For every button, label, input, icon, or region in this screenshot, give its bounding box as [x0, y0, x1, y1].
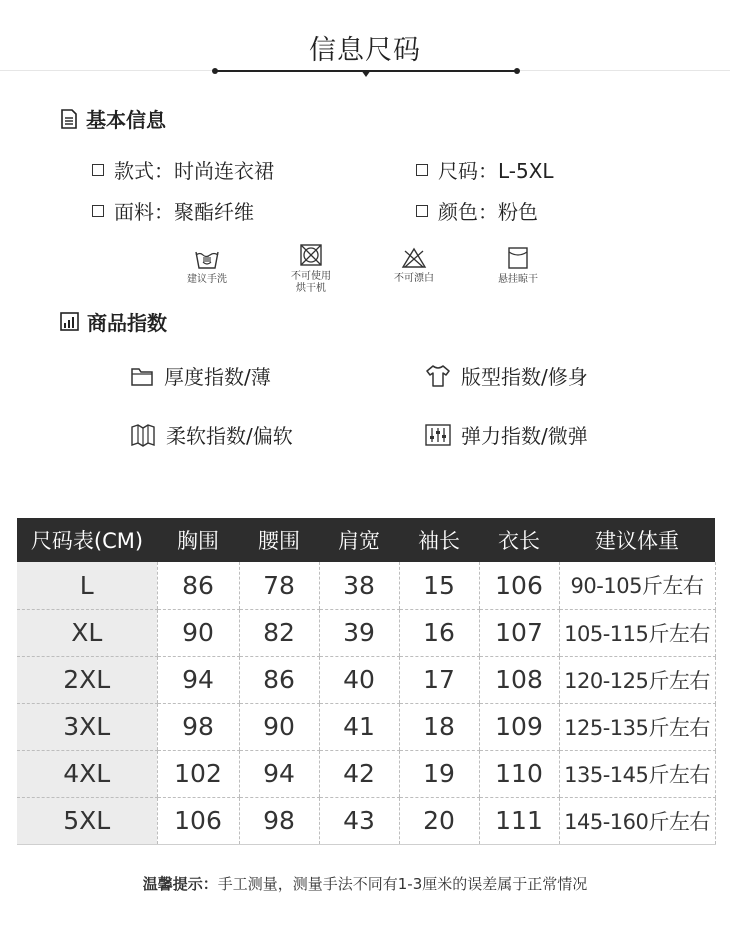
- care-label: 不可漂白: [394, 273, 434, 284]
- index-label: 版型指数/修身: [461, 365, 588, 389]
- waist-cell: 78: [239, 562, 319, 609]
- sleeve-cell: 19: [399, 750, 479, 797]
- index-elasticity: [425, 420, 588, 449]
- fabric-icon: [130, 423, 156, 447]
- sleeve-cell: 18: [399, 703, 479, 750]
- weight-cell: 135-145斤左右: [559, 750, 715, 797]
- info-label: 颜色：粉色: [438, 200, 538, 224]
- header-length: 衣长: [479, 518, 559, 562]
- no-bleach-icon: [401, 247, 427, 269]
- size-table: [17, 518, 716, 845]
- header-waist: 腰围: [239, 518, 319, 562]
- header-weight: 建议体重: [559, 518, 715, 562]
- bust-cell: 102: [157, 750, 239, 797]
- waist-cell: 82: [239, 609, 319, 656]
- index-label: 厚度指数/薄: [164, 365, 271, 389]
- care-hand-wash: [167, 246, 247, 286]
- weight-cell: 90-105斤左右: [559, 562, 715, 609]
- checkbox-icon: [416, 164, 428, 176]
- weight-cell: 125-135斤左右: [559, 703, 715, 750]
- measurement-note: [0, 873, 730, 894]
- note-prefix: 温馨提示：: [142, 875, 218, 893]
- index-fit: [425, 361, 588, 390]
- waist-cell: 94: [239, 750, 319, 797]
- bust-cell: 106: [157, 797, 239, 844]
- length-cell: 110: [479, 750, 559, 797]
- length-cell: 107: [479, 609, 559, 656]
- waist-cell: 90: [239, 703, 319, 750]
- shoulder-cell: 40: [319, 656, 399, 703]
- index-label: 弹力指数/微弹: [461, 424, 588, 448]
- bust-cell: 90: [157, 609, 239, 656]
- size-cell: 3XL: [17, 703, 157, 750]
- checkbox-icon: [416, 205, 428, 217]
- header-size: 尺码表(CM): [17, 518, 157, 562]
- weight-cell: 120-125斤左右: [559, 656, 715, 703]
- underline-triangle: [361, 70, 371, 77]
- product-index-heading: [60, 307, 167, 336]
- basic-info-title: 基本信息: [86, 108, 166, 132]
- checkbox-icon: [92, 164, 104, 176]
- info-style: [92, 155, 274, 184]
- size-cell: 5XL: [17, 797, 157, 844]
- size-cell: 4XL: [17, 750, 157, 797]
- info-label: 面料：聚酯纤维: [114, 200, 254, 224]
- size-cell: XL: [17, 609, 157, 656]
- page-title: 信息尺码: [309, 35, 421, 66]
- bust-cell: 94: [157, 656, 239, 703]
- table-row: [17, 562, 715, 609]
- info-size: [416, 155, 554, 184]
- header-sleeve: 袖长: [399, 518, 479, 562]
- length-cell: 109: [479, 703, 559, 750]
- table-row: [17, 703, 715, 750]
- sliders-icon: [425, 424, 451, 446]
- index-softness: [130, 420, 293, 449]
- size-table-header: [17, 518, 715, 562]
- bar-chart-icon: [60, 312, 79, 331]
- sleeve-cell: 15: [399, 562, 479, 609]
- index-label: 柔软指数/偏软: [166, 424, 293, 448]
- underline-dot-left: [212, 68, 218, 74]
- hand-wash-icon: [194, 246, 220, 270]
- sleeve-cell: 16: [399, 609, 479, 656]
- tshirt-icon: [425, 364, 451, 388]
- care-label: 悬挂晾干: [498, 274, 538, 285]
- info-color: [416, 196, 538, 225]
- weight-cell: 145-160斤左右: [559, 797, 715, 844]
- checkbox-icon: [92, 205, 104, 217]
- line-dry-icon: [506, 246, 530, 270]
- care-label: 不可使用 烘干机: [291, 271, 331, 294]
- table-row: [17, 797, 715, 844]
- header-shoulder: 肩宽: [319, 518, 399, 562]
- length-cell: 111: [479, 797, 559, 844]
- care-label: 建议手洗: [187, 274, 227, 285]
- sleeve-cell: 20: [399, 797, 479, 844]
- no-tumble-dry-icon: [299, 243, 323, 267]
- care-no-tumble-dry: [271, 243, 351, 295]
- underline-dot-right: [514, 68, 520, 74]
- index-thickness: [130, 361, 271, 390]
- shoulder-cell: 41: [319, 703, 399, 750]
- size-cell: L: [17, 562, 157, 609]
- table-row: [17, 750, 715, 797]
- table-row: [17, 656, 715, 703]
- shoulder-cell: 42: [319, 750, 399, 797]
- length-cell: 106: [479, 562, 559, 609]
- care-no-bleach: [374, 247, 454, 285]
- product-index-title: 商品指数: [87, 311, 167, 335]
- folder-icon: [130, 365, 154, 387]
- shoulder-cell: 38: [319, 562, 399, 609]
- title-underline: [214, 70, 518, 72]
- info-label: 款式：时尚连衣裙: [114, 159, 274, 183]
- info-fabric: [92, 196, 254, 225]
- bust-cell: 86: [157, 562, 239, 609]
- waist-cell: 98: [239, 797, 319, 844]
- basic-info-heading: [60, 104, 166, 133]
- table-row: [17, 609, 715, 656]
- weight-cell: 105-115斤左右: [559, 609, 715, 656]
- shoulder-cell: 39: [319, 609, 399, 656]
- shoulder-cell: 43: [319, 797, 399, 844]
- sleeve-cell: 17: [399, 656, 479, 703]
- bust-cell: 98: [157, 703, 239, 750]
- care-line-dry: [478, 246, 558, 286]
- size-cell: 2XL: [17, 656, 157, 703]
- note-text: 手工测量，测量手法不同有1-3厘米的误差属于正常情况: [217, 875, 588, 893]
- header-bust: 胸围: [157, 518, 239, 562]
- document-icon: [60, 109, 78, 129]
- waist-cell: 86: [239, 656, 319, 703]
- length-cell: 108: [479, 656, 559, 703]
- info-label: 尺码：L-5XL: [438, 159, 554, 183]
